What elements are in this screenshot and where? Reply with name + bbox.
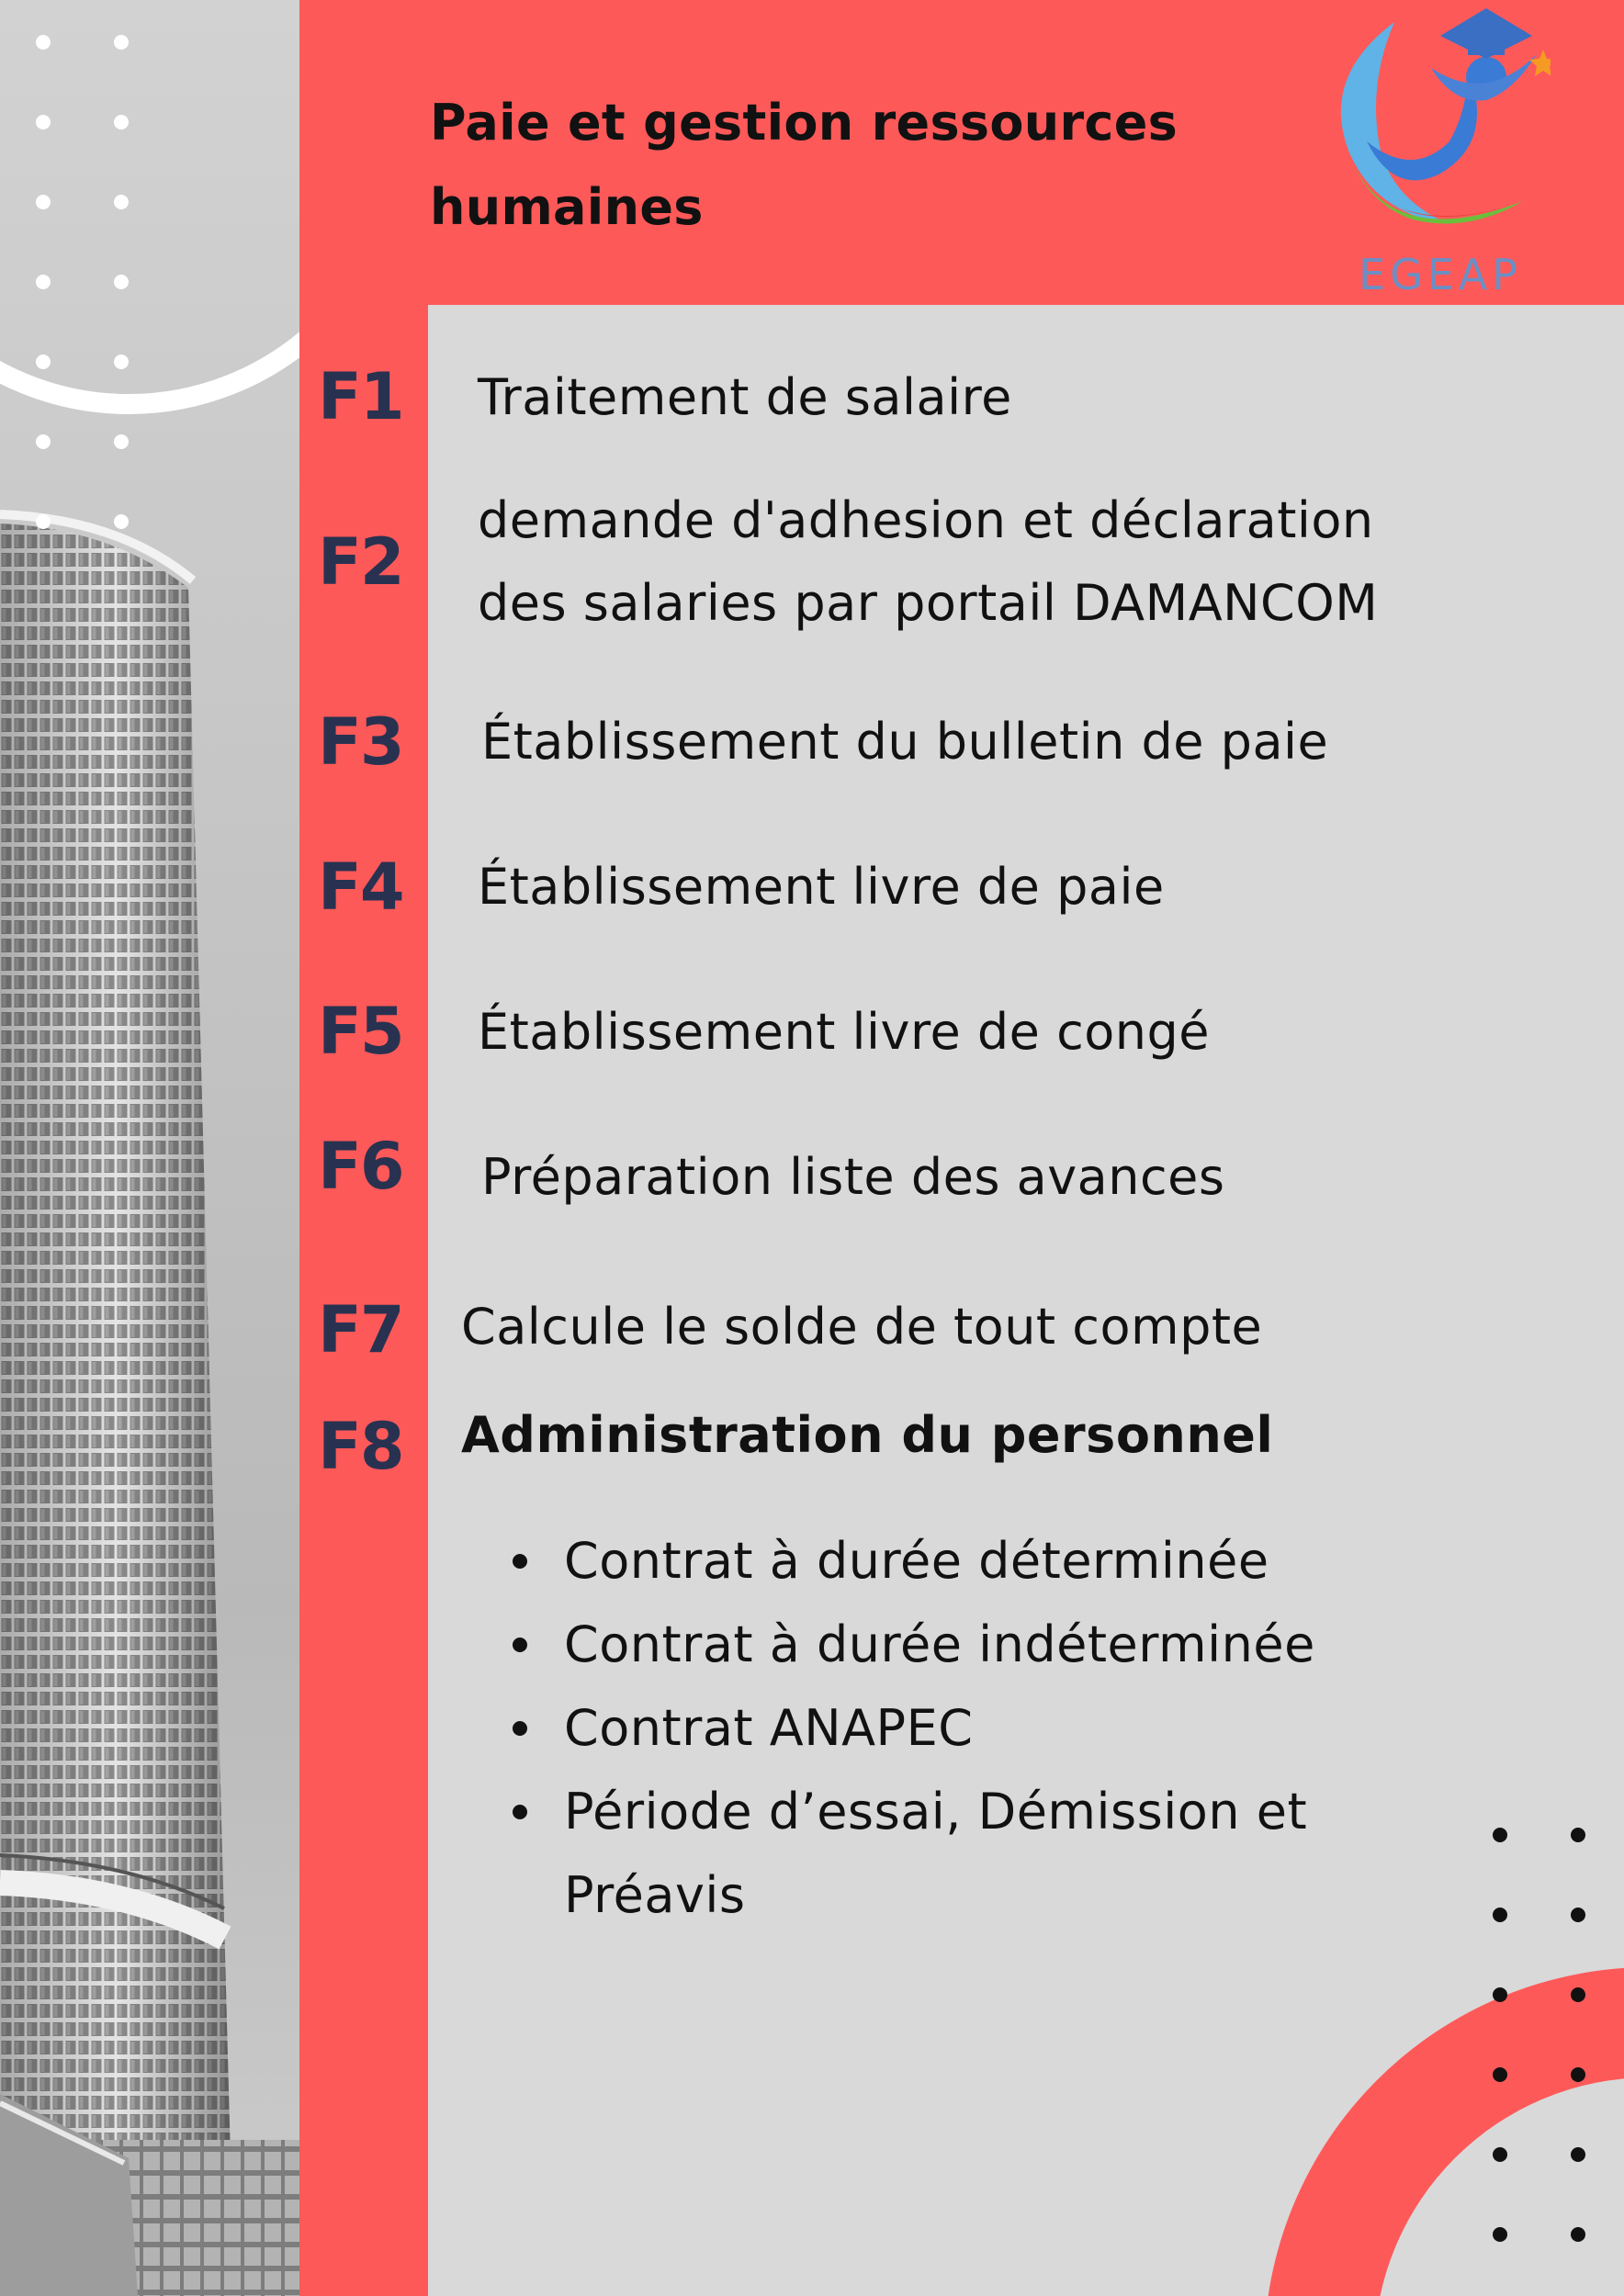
list-item-text: Préavis [564, 1866, 746, 1924]
item-f4-text: Établissement livre de paie [478, 858, 1165, 916]
list-item-text: Période d’essai, Démission et [564, 1783, 1308, 1840]
item-f8-text: Administration du personnel [461, 1406, 1274, 1464]
item-f1-text: Traitement de salaire [478, 368, 1012, 426]
list-item-text: Contrat à durée indéterminée [564, 1615, 1315, 1673]
skyscraper-photo [0, 0, 299, 2296]
list-item [505, 1603, 1315, 1686]
item-f5-text: Établissement livre de congé [478, 1003, 1211, 1061]
list-item-continuation [505, 1853, 1315, 1937]
item-f2-text-line-2: des salaries par portail DAMANCOM [478, 574, 1379, 632]
code-f7: F7 [318, 1292, 403, 1367]
code-f5: F5 [318, 994, 403, 1069]
bullet-icon [513, 1721, 527, 1736]
list-item [505, 1519, 1315, 1603]
code-f6: F6 [318, 1129, 403, 1204]
list-item [505, 1770, 1315, 1853]
white-dots-grid-icon [36, 35, 129, 529]
item-f2-text-line-1: demande d'adhesion et déclaration [478, 491, 1374, 549]
item-f6-text: Préparation liste des avances [481, 1148, 1225, 1206]
code-f4: F4 [318, 850, 403, 925]
code-f1: F1 [318, 359, 403, 434]
bullet-icon [513, 1554, 527, 1569]
bullet-icon [513, 1638, 527, 1652]
code-f8: F8 [318, 1409, 403, 1484]
list-item [505, 1686, 1315, 1770]
bullet-icon [513, 1805, 527, 1819]
page-title-line-2: humaines [430, 178, 704, 236]
page-title [430, 81, 1257, 250]
item-f7-text: Calcule le solde de tout compte [461, 1298, 1263, 1356]
list-item-text: Contrat à durée déterminée [564, 1532, 1269, 1590]
graduate-figure-logo-icon [1330, 4, 1551, 252]
code-f2: F2 [318, 524, 403, 600]
item-f3-text: Établissement du bulletin de paie [481, 713, 1329, 771]
page-title-line-1: Paie et gestion ressources [430, 94, 1179, 152]
f8-bullet-list [505, 1519, 1315, 1937]
code-f3: F3 [318, 704, 403, 780]
skyscraper-illustration [0, 0, 299, 2296]
logo-text: EGEAP [1359, 250, 1522, 299]
list-item-text: Contrat ANAPEC [564, 1699, 974, 1757]
egeap-logo [1330, 4, 1551, 307]
